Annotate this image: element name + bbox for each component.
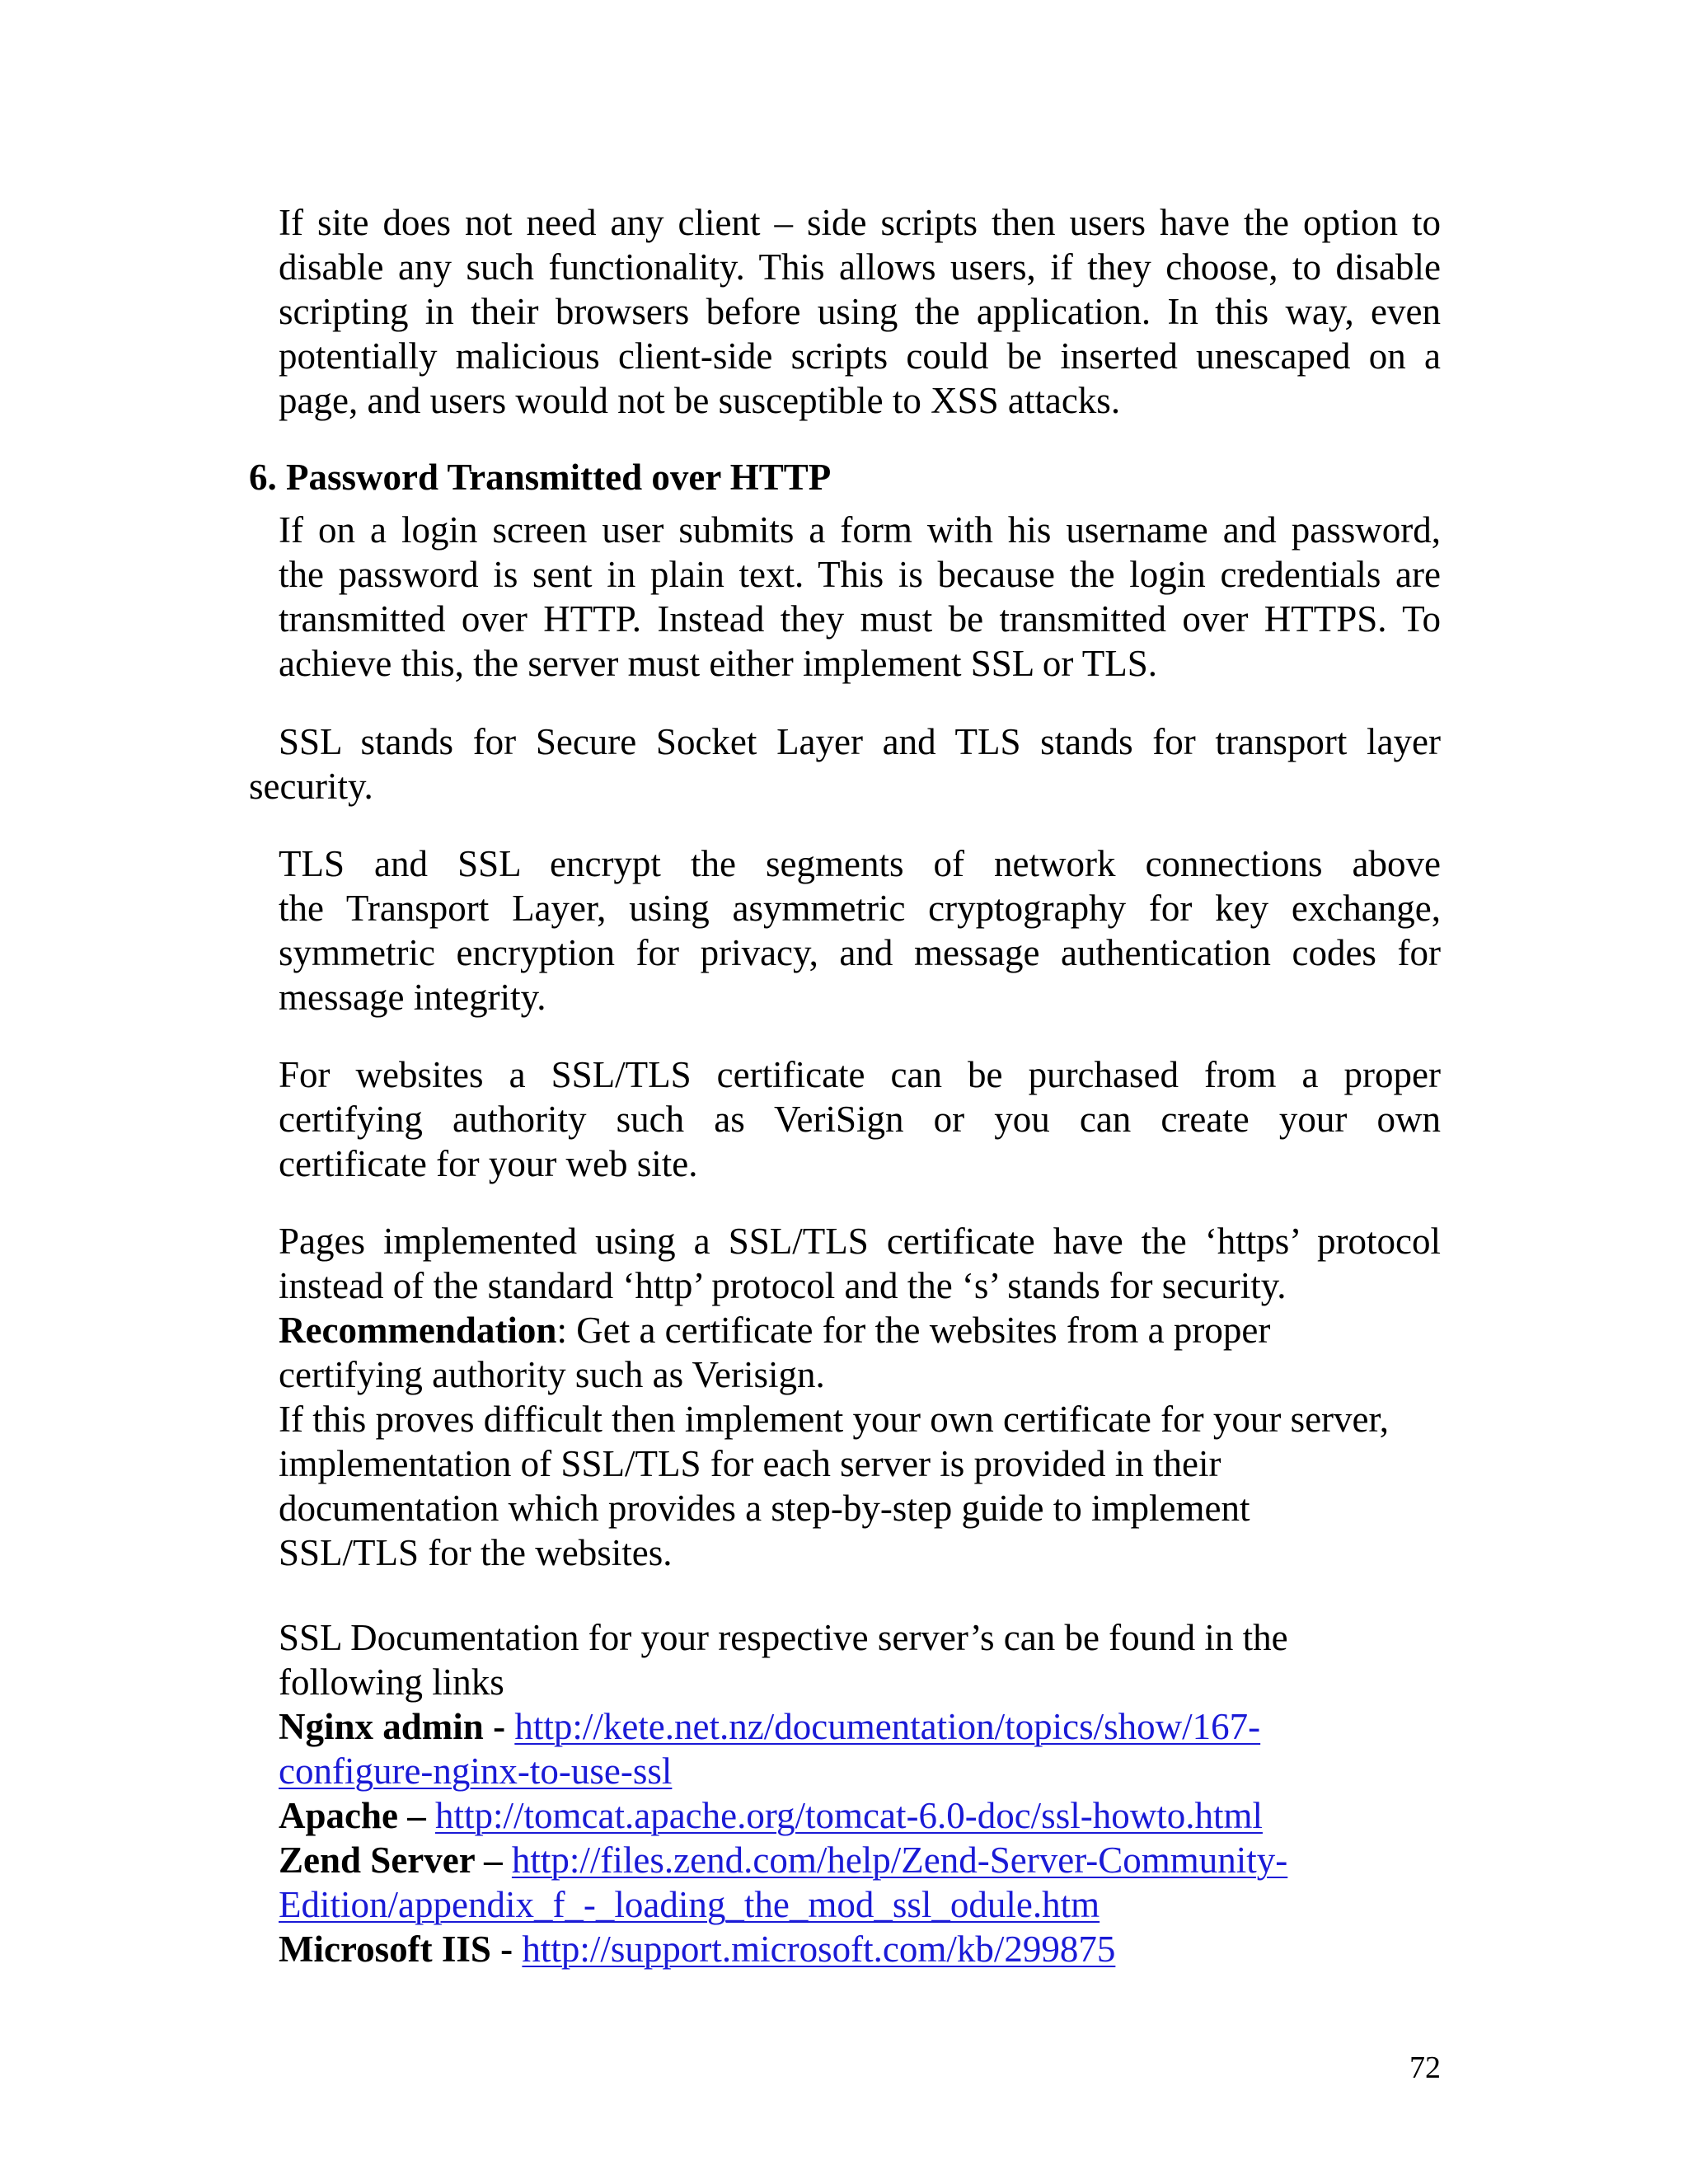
text-line: message integrity. — [279, 977, 546, 1018]
page-number: 72 — [1409, 2050, 1441, 2085]
iis-link[interactable]: http://support.microsoft.com/kb/299875 — [522, 1929, 1116, 1970]
recommendation-line — [279, 1308, 1441, 1352]
paragraph-password-plain-text — [279, 508, 1441, 686]
text-line: SSL stands for Secure Socket Layer and TLS stands for transport layer — [279, 721, 1441, 762]
recommendation-text: : Get a certificate for the websites from a proper — [556, 1310, 1271, 1351]
text-line: the password is sent in plain text. This is because the login credentials are — [279, 554, 1441, 595]
zend-label: Zend Server – — [279, 1840, 512, 1881]
text-line: Pages implemented using a SSL/TLS certificate have the ‘https’ protocol — [279, 1221, 1441, 1262]
link-item-zend-cont — [279, 1882, 1441, 1927]
text-line: documentation which provides a step-by-step guide to implement — [279, 1488, 1250, 1529]
text-line: transmitted over HTTP. Instead they must be transmitted over HTTPS. To — [279, 598, 1441, 640]
text-line: symmetric encryption for privacy, and message authentication codes for — [279, 932, 1441, 973]
text-line: For websites a SSL/TLS certificate can be purchased from a proper — [279, 1054, 1441, 1095]
nginx-label: Nginx admin - — [279, 1706, 515, 1747]
link-item-apache — [279, 1793, 1441, 1838]
text-line: instead of the standard ‘http’ protocol and the ‘s’ stands for security. — [279, 1265, 1287, 1306]
text-line: certifying authority such as Verisign. — [279, 1354, 825, 1395]
text-line: If this proves difficult then implement your own certificate for your server, — [279, 1399, 1389, 1440]
paragraph-tls-ssl-encrypt — [279, 841, 1441, 1019]
section-heading: 6. Password Transmitted over HTTP — [249, 457, 832, 498]
text-line: certificate for your web site. — [279, 1143, 698, 1184]
zend-link-continued[interactable]: Edition/appendix_f_-_loading_the_mod_ssl_odule.htm — [279, 1884, 1100, 1925]
zend-link[interactable]: http://files.zend.com/help/Zend-Server-Community- — [511, 1840, 1288, 1881]
paragraph-certificate-purchase — [279, 1052, 1441, 1186]
text-line: following links — [279, 1661, 504, 1703]
text-line: If on a login screen user submits a form with his username and password, — [279, 509, 1441, 551]
nginx-link[interactable]: http://kete.net.nz/documentation/topics/show/167- — [514, 1706, 1261, 1747]
link-item-iis — [279, 1927, 1441, 1971]
text-line: achieve this, the server must either implement SSL or TLS. — [279, 643, 1158, 684]
text-line: If site does not need any client – side scripts then users have the option to — [279, 202, 1441, 243]
apache-link[interactable]: http://tomcat.apache.org/tomcat-6.0-doc/ssl-howto.html — [435, 1795, 1263, 1836]
text-line: scripting in their browsers before using the application. In this way, even — [279, 291, 1441, 332]
text-line: SSL/TLS for the websites. — [279, 1532, 673, 1573]
paragraph-client-side-scripts — [279, 200, 1441, 423]
nginx-link-continued[interactable]: configure-nginx-to-use-ssl — [279, 1750, 673, 1792]
paragraph-https-recommendation — [279, 1219, 1441, 1575]
text-line: security. — [249, 766, 373, 807]
text-line: the Transport Layer, using asymmetric cryptography for key exchange, — [279, 888, 1441, 929]
iis-label: Microsoft IIS - — [279, 1929, 523, 1970]
text-line: potentially malicious client-side scripts could be inserted unescaped on a — [279, 335, 1441, 377]
link-item-nginx — [279, 1704, 1441, 1749]
text-line: TLS and SSL encrypt the segments of network connections above — [279, 843, 1441, 884]
text-line: page, and users would not be susceptible to XSS attacks. — [279, 380, 1121, 421]
text-line: certifying authority such as VeriSign or you can create your own — [279, 1099, 1441, 1140]
recommendation-label: Recommendation — [279, 1310, 557, 1351]
text-line: disable any such functionality. This allows users, if they choose, to disable — [279, 246, 1441, 288]
text-line: implementation of SSL/TLS for each server is provided in their — [279, 1443, 1221, 1484]
paragraph-ssl-tls-definition — [249, 719, 1441, 808]
link-item-nginx-cont — [279, 1749, 1441, 1793]
apache-label: Apache – — [279, 1795, 435, 1836]
ssl-documentation-links — [279, 1615, 1441, 1971]
link-item-zend — [279, 1838, 1441, 1882]
text-line: SSL Documentation for your respective server’s can be found in the — [279, 1617, 1288, 1658]
